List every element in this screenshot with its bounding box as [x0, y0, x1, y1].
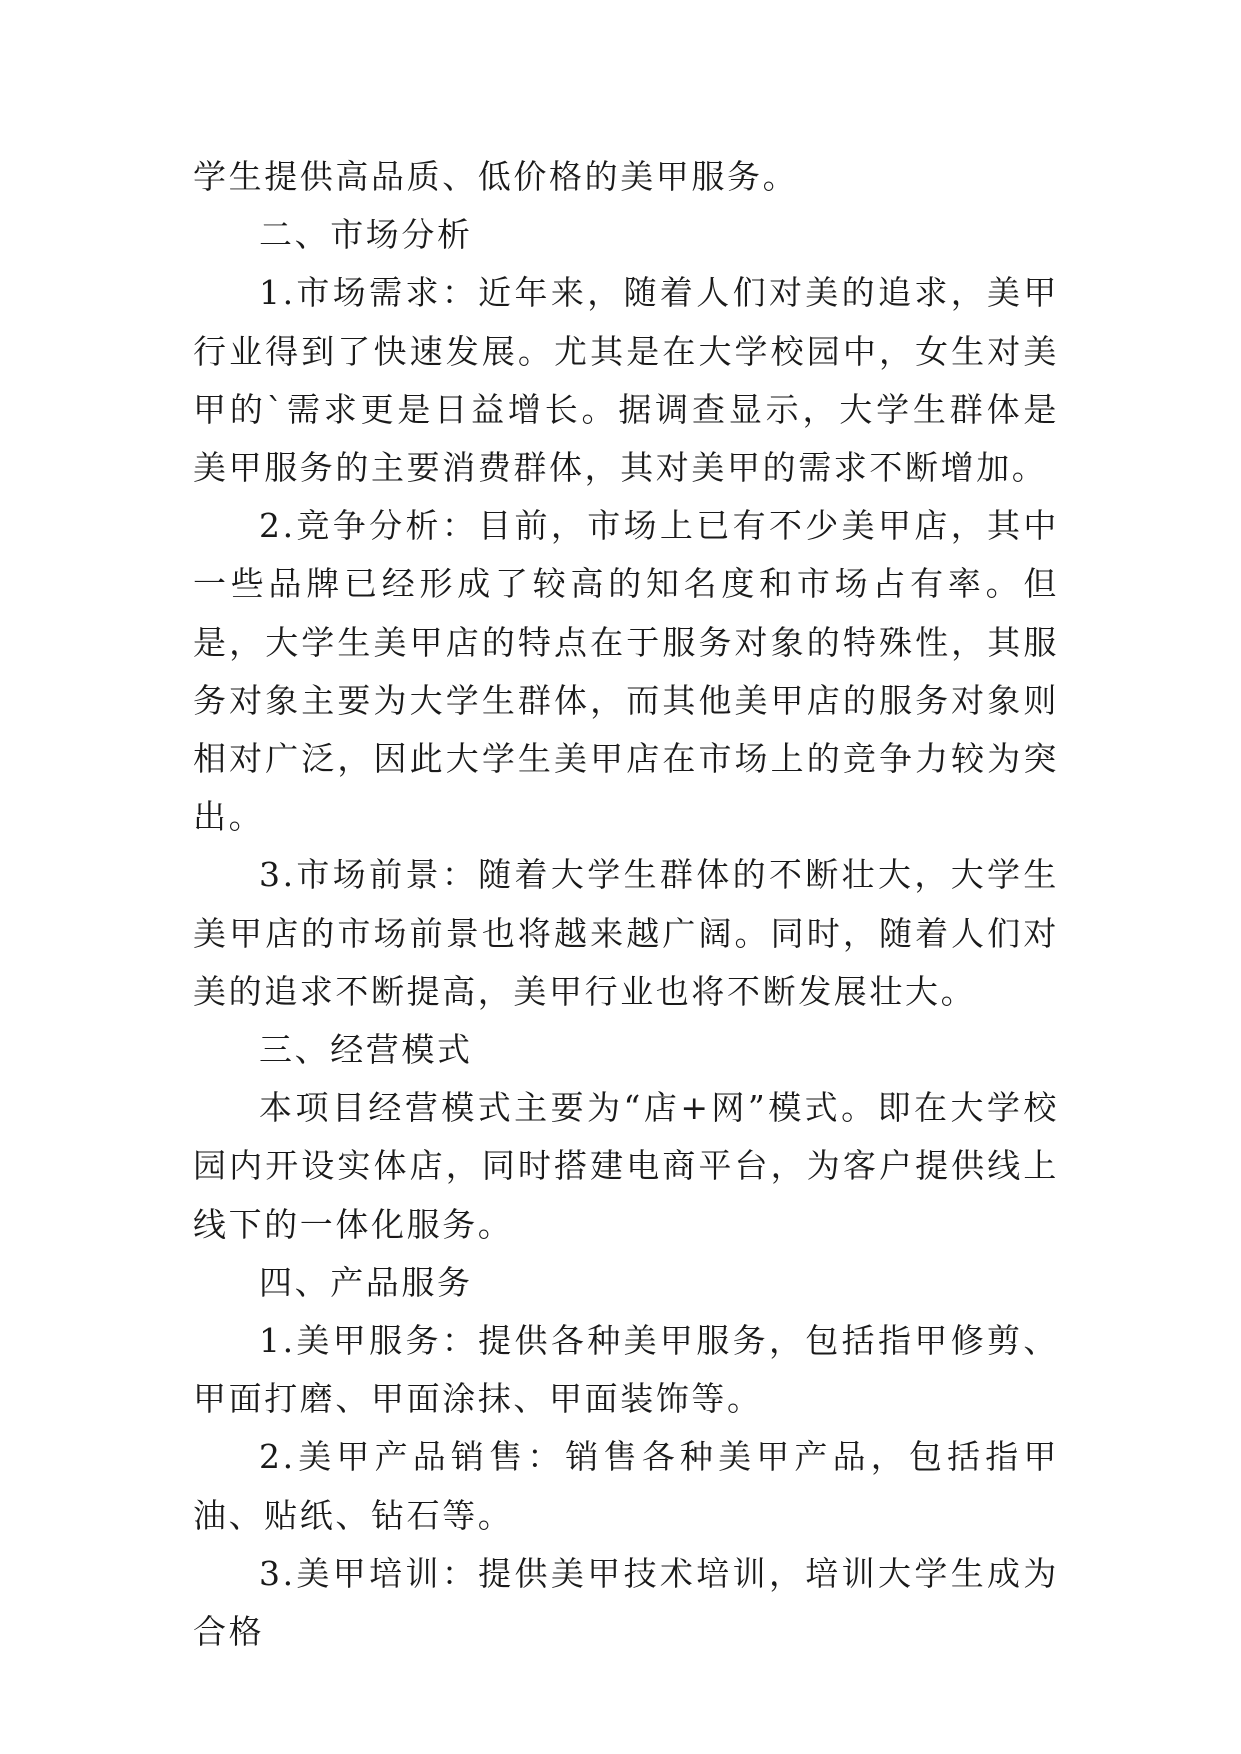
- paragraph-business-model: 本项目经营模式主要为“店+网”模式。即在大学校园内开设实体店，同时搭建电商平台，为客户提供线上线下的一体化服务。: [193, 1088, 1059, 1244]
- paragraph-market-demand: 1.市场需求：近年来，随着人们对美的追求，美甲行业得到了快速发展。尤其是在大学校园中，女生对美甲的`需求更是日益增长。据调查显示，大学生群体是美甲服务的主要消费群体，其对美甲的需求不断增加。: [193, 273, 1059, 488]
- document-body: [193, 148, 1059, 1661]
- paragraph-nail-service: 1.美甲服务：提供各种美甲服务，包括指甲修剪、甲面打磨、甲面涂抹、甲面装饰等。: [193, 1321, 1059, 1419]
- paragraph-nail-training: 3.美甲培训：提供美甲技术培训，培训大学生成为合格: [193, 1553, 1059, 1652]
- section-heading-market-analysis: 二、市场分析: [259, 215, 473, 255]
- paragraph-product-sales: 2.美甲产品销售：销售各种美甲产品，包括指甲油、贴纸、钻石等。: [193, 1437, 1059, 1535]
- paragraph-competition-analysis: 2.竞争分析：目前，市场上已有不少美甲店，其中一些品牌已经形成了较高的知名度和市场占有率。但是，大学生美甲店的特点在于服务对象的特殊性，其服务对象主要为大学生群体，而其他美甲店的服务对象则相对广泛，因此大学生美甲店在市场上的竞争力较为突出。: [193, 506, 1059, 837]
- section-heading-business-model: 三、经营模式: [259, 1030, 473, 1070]
- paragraph-intro-continuation: 学生提供高品质、低价格的美甲服务。: [193, 157, 799, 196]
- section-heading-products-services: 四、产品服务: [259, 1262, 473, 1302]
- paragraph-market-outlook: 3.市场前景：随着大学生群体的不断壮大，大学生美甲店的市场前景也将越来越广阔。同时，随着人们对美的追求不断提高，美甲行业也将不断发展壮大。: [193, 855, 1059, 1011]
